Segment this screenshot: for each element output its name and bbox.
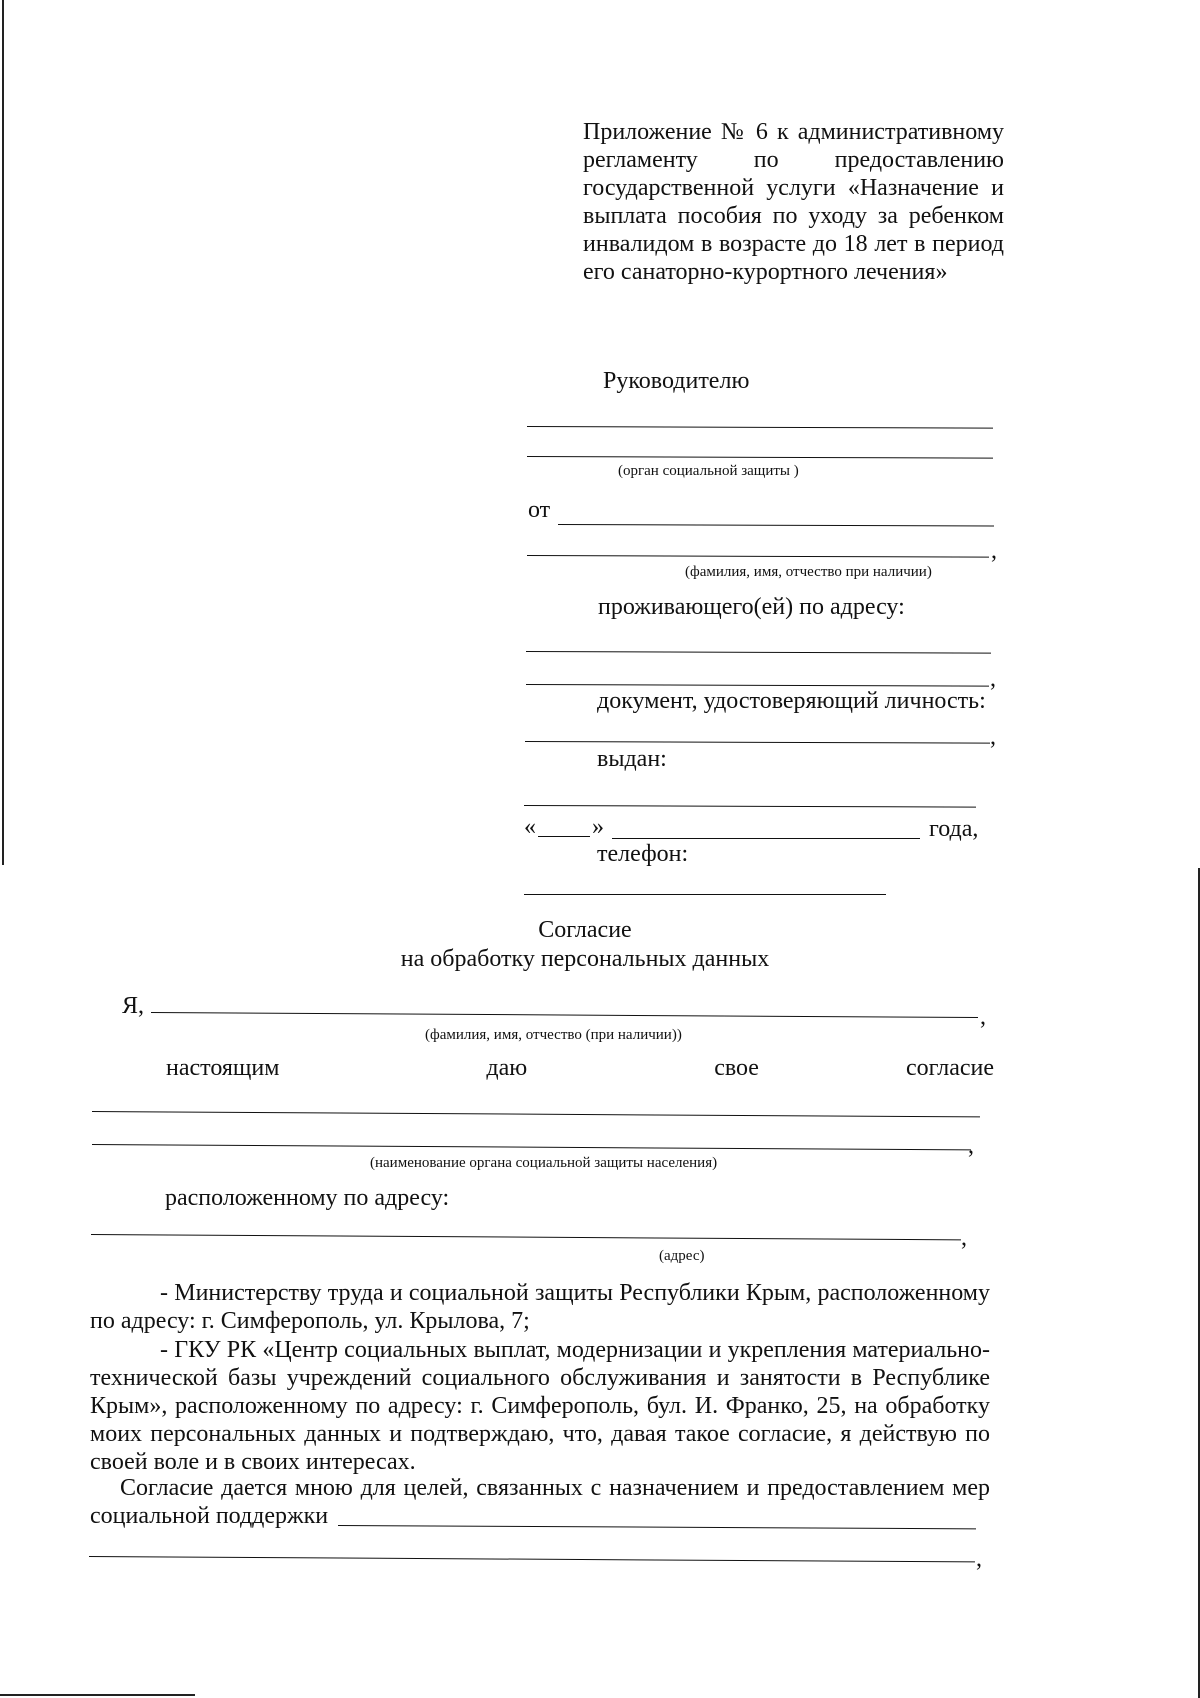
issued-label: выдан:	[597, 746, 667, 772]
comma: ,	[976, 1546, 982, 1572]
purpose-text: Согласие дается мною для целей, связанных с назначением и предоставлением мер социальной поддержки	[90, 1475, 990, 1529]
comma: ,	[968, 1133, 974, 1159]
located-address-line[interactable]	[91, 1234, 961, 1240]
authority-caption: (орган социальной защиты )	[618, 463, 799, 479]
scan-edge-left	[2, 0, 4, 865]
authority-line-2[interactable]	[527, 456, 993, 459]
word-consent: согласие	[905, 1055, 994, 1081]
from-label: от	[528, 497, 551, 523]
authority-name-caption: (наименование органа социальной защиты населения)	[370, 1155, 718, 1171]
document-title: Согласие	[538, 917, 632, 943]
appendix-note: Приложение № 6 к административному регламенту по предоставлению государственной услуги «Назначение и выплата пособия по уходу за ребенком инвалидом в возрасте до 18 лет в период его санаторно-курортного лечения»	[583, 119, 1004, 285]
year-label: года,	[929, 816, 979, 842]
date-close-quote: »	[592, 814, 604, 840]
comma: ,	[961, 1225, 967, 1251]
i-label: Я,	[122, 993, 145, 1019]
addressee-label: Руководителю	[603, 368, 750, 394]
from-name-line-1[interactable]	[558, 524, 994, 527]
comma: ,	[990, 666, 996, 692]
word-give: даю	[486, 1055, 528, 1081]
phone-line[interactable]	[524, 894, 886, 895]
ministry-paragraph	[90, 1279, 990, 1335]
purpose-line-2[interactable]	[89, 1556, 975, 1562]
from-name-line-2[interactable]	[527, 555, 989, 558]
issued-by-line[interactable]	[524, 805, 976, 808]
consent-name-line[interactable]	[151, 1012, 978, 1018]
residing-label: проживающего(ей) по адресу:	[598, 594, 905, 620]
document-subtitle: на обработку персональных данных	[400, 946, 770, 972]
date-month-year-line[interactable]	[612, 838, 920, 839]
scan-edge-bottom	[0, 1694, 195, 1696]
name-caption: (фамилия, имя, отчество при наличии)	[685, 564, 932, 580]
comma: ,	[980, 1004, 986, 1030]
authority-name-line-2[interactable]	[92, 1144, 971, 1150]
center-paragraph	[90, 1336, 990, 1476]
located-label: расположенному по адресу:	[165, 1185, 450, 1211]
address-caption: (адрес)	[659, 1248, 705, 1264]
date-open-quote: «	[524, 814, 536, 840]
id-document-label: документ, удостоверяющий личность:	[597, 688, 986, 714]
word-now: настоящим	[166, 1055, 280, 1081]
comma: ,	[991, 538, 997, 564]
consent-statement-row	[166, 1055, 994, 1082]
purpose-paragraph	[90, 1474, 990, 1530]
ministry-text: - Министерству труда и социальной защиты Республики Крым, расположенному по адресу: г. Симферополь, ул. Крылова, 7;	[90, 1280, 990, 1334]
comma: ,	[990, 724, 996, 750]
address-line-1[interactable]	[526, 651, 991, 654]
center-text: - ГКУ РК «Центр социальных выплат, модернизации и укрепления материально-технической базы учреждений социального обслуживания и занятости в Республике Крым», расположенному по адресу: г. Симферополь, бул. И. Франко, 25, на обработку моих персональных данных и подтверждаю, что, давая такое согласие, я действую по своей воле и в своих интересах.	[90, 1337, 990, 1475]
id-document-line[interactable]	[525, 741, 990, 744]
authority-line-1[interactable]	[527, 426, 993, 429]
consent-name-caption: (фамилия, имя, отчество (при наличии))	[425, 1027, 682, 1043]
phone-label: телефон:	[597, 841, 689, 867]
date-day-line[interactable]	[538, 836, 590, 837]
authority-name-line-1[interactable]	[92, 1111, 980, 1117]
word-my: свое	[714, 1055, 759, 1081]
address-line-2[interactable]	[526, 684, 989, 687]
